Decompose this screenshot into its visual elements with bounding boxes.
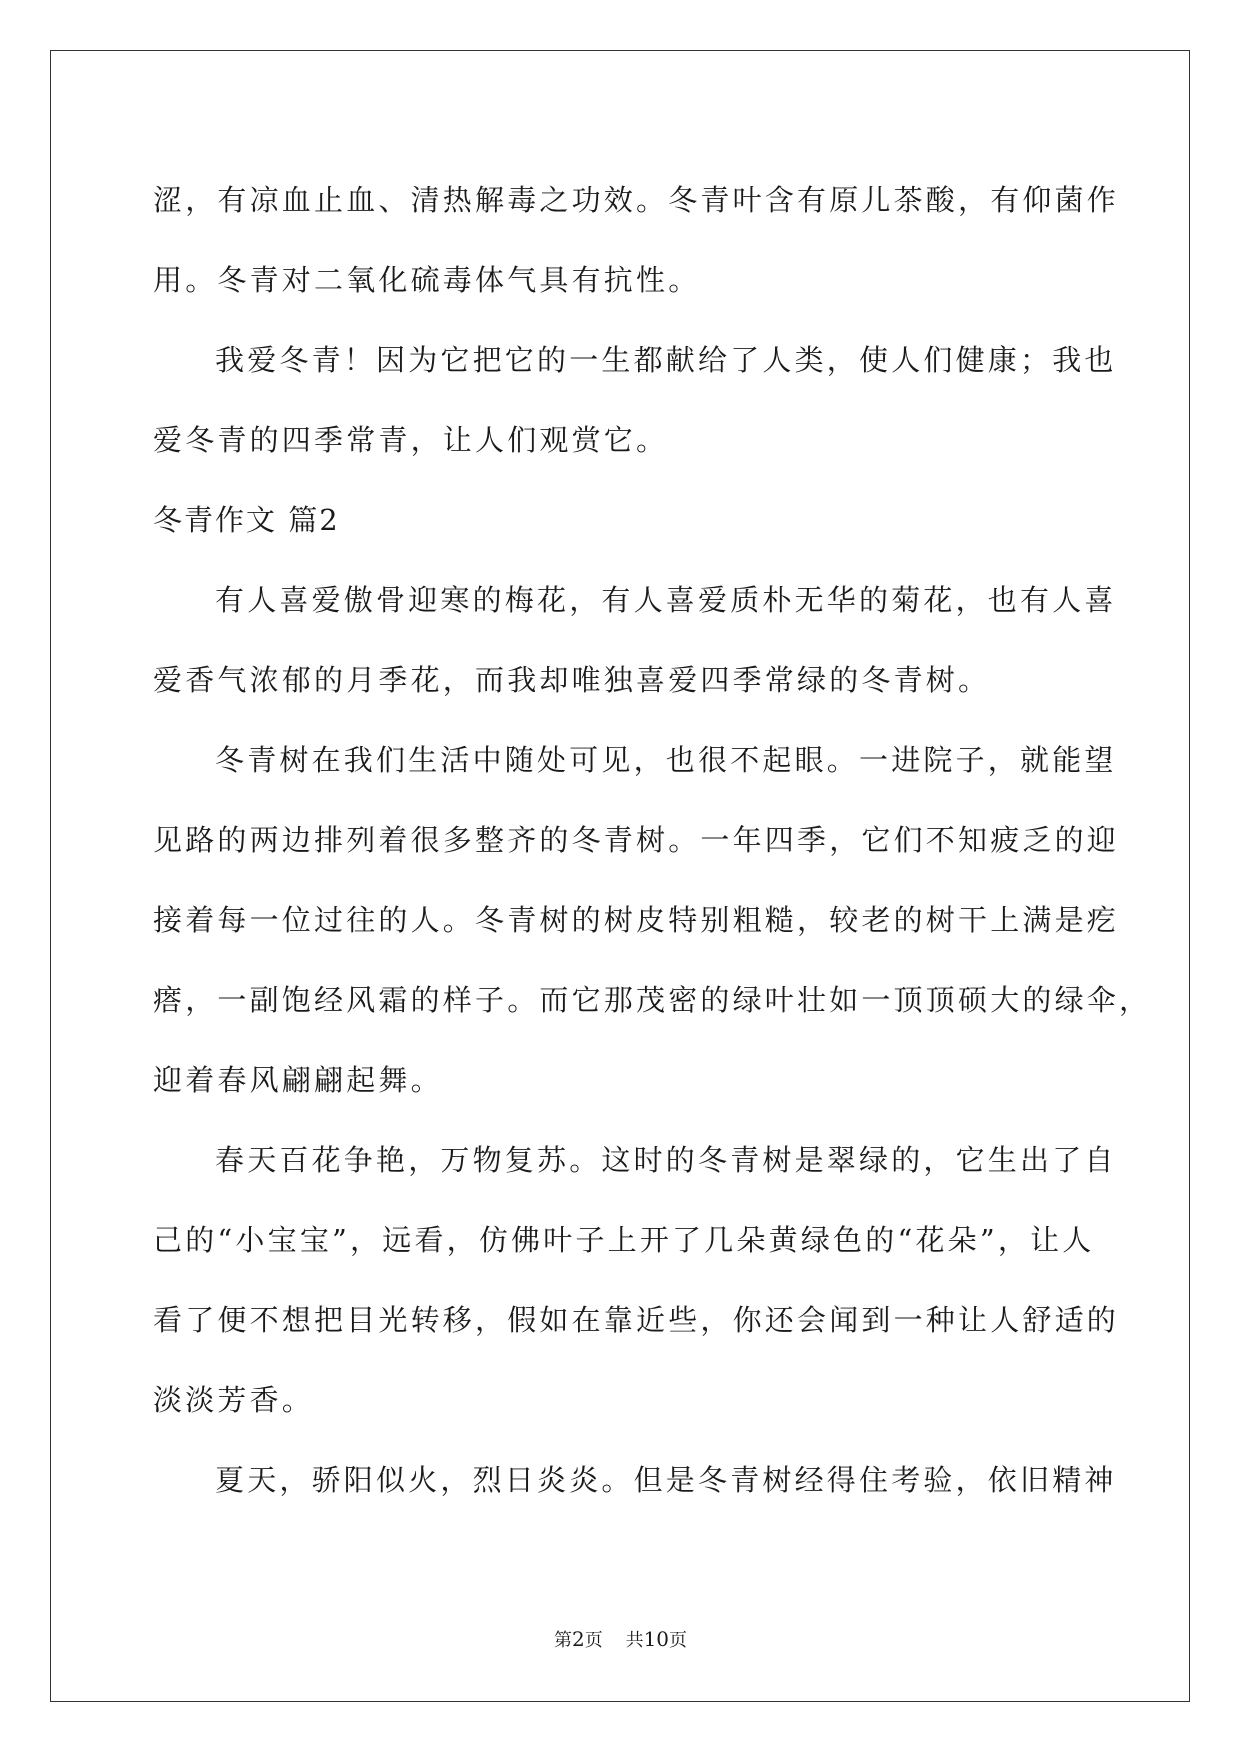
text-line: 爱冬青的四季常青，让人们观赏它。 <box>153 423 669 457</box>
paragraph-start-line: 春天百花争艳，万物复苏。这时的冬青树是翠绿的，它生出了自 <box>215 1143 1117 1177</box>
document-body <box>153 160 1152 1520</box>
text-line: 见路的两边排列着很多整齐的冬青树。一年四季，它们不知疲乏的迎 <box>153 823 1120 857</box>
text-line: 己的“小宝宝”，远看，仿佛叶子上开了几朵黄绿色的“花朵”，让人 <box>153 1223 1095 1257</box>
total-pages-number: 10 <box>643 1627 670 1651</box>
text-line: 看了便不想把目光转移，假如在靠近些，你还会闻到一种让人舒适的 <box>153 1303 1120 1337</box>
current-page-number: 2 <box>571 1627 585 1651</box>
paragraph-start-line: 我爱冬青！因为它把它的一生都献给了人类，使人们健康；我也 <box>215 343 1117 377</box>
paragraph-start-line: 夏天，骄阳似火，烈日炎炎。但是冬青树经得住考验，依旧精神 <box>215 1463 1117 1497</box>
page-footer <box>0 1626 1241 1652</box>
text-line: 用。冬青对二氧化硫毒体气具有抗性。 <box>153 263 701 297</box>
text-line: 爱香气浓郁的月季花，而我却唯独喜爱四季常绿的冬青树。 <box>153 663 991 697</box>
paragraph-start-line: 冬青树在我们生活中随处可见，也很不起眼。一进院子，就能望 <box>215 743 1117 777</box>
text-line: 瘩，一副饱经风霜的样子。而它那茂密的绿叶壮如一顶顶硕大的绿伞， <box>153 983 1152 1017</box>
text-line: 迎着春风翩翩起舞。 <box>153 1063 443 1097</box>
total-prefix: 共 <box>625 1630 644 1651</box>
paragraph-start-line: 有人喜爱傲骨迎寒的梅花，有人喜爱质朴无华的菊花，也有人喜 <box>215 583 1117 617</box>
text-line: 接着每一位过往的人。冬青树的树皮特别粗糙，较老的树干上满是疙 <box>153 903 1120 937</box>
page-prefix: 第 <box>553 1630 572 1651</box>
total-suffix: 页 <box>669 1630 688 1651</box>
page-suffix: 页 <box>584 1630 603 1651</box>
text-line: 淡淡芳香。 <box>153 1383 315 1417</box>
text-line: 涩，有凉血止血、清热解毒之功效。冬青叶含有原儿茶酸，有仰菌作 <box>153 183 1120 217</box>
section-heading: 冬青作文 篇2 <box>153 503 340 537</box>
